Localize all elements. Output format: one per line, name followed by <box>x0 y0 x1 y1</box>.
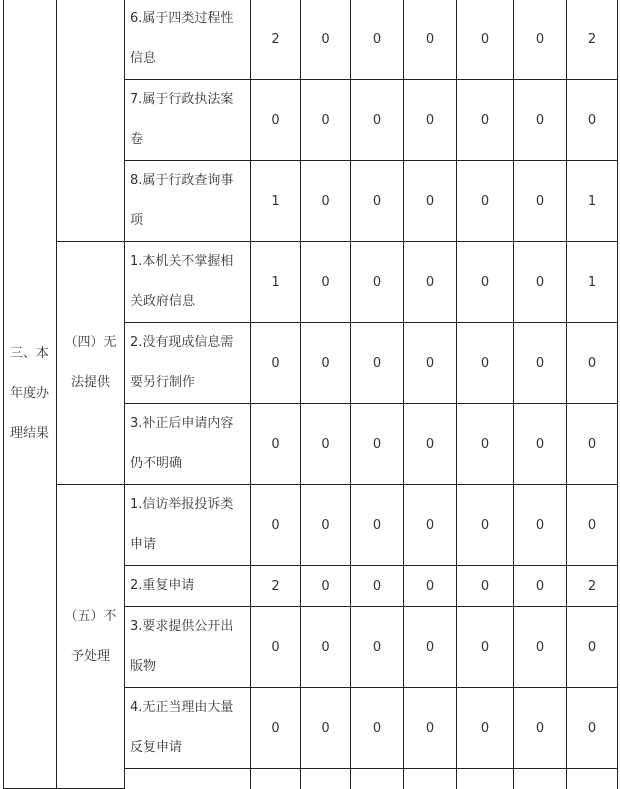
value-cell: 0 <box>514 80 567 161</box>
value-cell: 0 <box>404 80 457 161</box>
truncated-row-cell <box>301 769 351 789</box>
value-cell: 0 <box>514 688 567 769</box>
item-label: 3.补正后申请内容仍不明确 <box>125 404 251 485</box>
value-cell: 0 <box>404 566 457 607</box>
value-cell: 2 <box>567 566 618 607</box>
value-cell: 0 <box>404 242 457 323</box>
item-label: 4.无正当理由大量反复申请 <box>125 688 251 769</box>
value-cell: 0 <box>301 161 351 242</box>
value-cell: 0 <box>514 566 567 607</box>
value-cell: 2 <box>251 0 301 80</box>
value-cell: 0 <box>251 485 301 566</box>
value-cell: 1 <box>567 161 618 242</box>
item-label: 2.没有现成信息需要另行制作 <box>125 323 251 404</box>
item-label: 6.属于四类过程性信息 <box>125 0 251 80</box>
value-cell: 0 <box>567 323 618 404</box>
group-label: （五）不予处理 <box>57 485 125 789</box>
value-cell: 0 <box>404 688 457 769</box>
item-label: 8.属于行政查询事项 <box>125 161 251 242</box>
section-label: 三、本年度办理结果 <box>4 0 57 789</box>
value-cell: 0 <box>457 323 514 404</box>
truncated-row-cell <box>457 769 514 789</box>
value-cell: 0 <box>351 607 404 688</box>
value-cell: 0 <box>567 80 618 161</box>
value-cell: 0 <box>351 80 404 161</box>
value-cell: 0 <box>301 404 351 485</box>
value-cell: 0 <box>301 323 351 404</box>
value-cell: 0 <box>567 688 618 769</box>
value-cell: 0 <box>301 485 351 566</box>
value-cell: 0 <box>404 161 457 242</box>
truncated-row-cell <box>351 769 404 789</box>
value-cell: 0 <box>514 0 567 80</box>
value-cell: 0 <box>404 404 457 485</box>
truncated-row-cell <box>125 769 251 789</box>
value-cell: 0 <box>457 566 514 607</box>
value-cell: 0 <box>301 607 351 688</box>
value-cell: 0 <box>514 485 567 566</box>
item-label: 7.属于行政执法案卷 <box>125 80 251 161</box>
value-cell: 0 <box>567 485 618 566</box>
value-cell: 0 <box>351 161 404 242</box>
truncated-row-cell <box>404 769 457 789</box>
value-cell: 2 <box>251 566 301 607</box>
value-cell: 0 <box>351 0 404 80</box>
value-cell: 0 <box>457 688 514 769</box>
truncated-row-cell <box>251 769 301 789</box>
group-label <box>57 0 125 242</box>
value-cell: 0 <box>301 0 351 80</box>
value-cell: 0 <box>351 242 404 323</box>
value-cell: 0 <box>251 323 301 404</box>
value-cell: 0 <box>301 242 351 323</box>
value-cell: 0 <box>351 323 404 404</box>
value-cell: 0 <box>404 485 457 566</box>
value-cell: 1 <box>567 242 618 323</box>
value-cell: 0 <box>457 607 514 688</box>
results-table <box>3 0 618 789</box>
value-cell: 2 <box>567 0 618 80</box>
value-cell: 0 <box>251 607 301 688</box>
value-cell: 0 <box>567 607 618 688</box>
value-cell: 0 <box>457 80 514 161</box>
value-cell: 0 <box>351 404 404 485</box>
value-cell: 0 <box>457 242 514 323</box>
value-cell: 0 <box>301 80 351 161</box>
value-cell: 0 <box>457 485 514 566</box>
value-cell: 0 <box>351 688 404 769</box>
value-cell: 0 <box>514 607 567 688</box>
value-cell: 0 <box>251 80 301 161</box>
value-cell: 0 <box>457 404 514 485</box>
value-cell: 0 <box>251 404 301 485</box>
value-cell: 1 <box>251 242 301 323</box>
value-cell: 0 <box>514 161 567 242</box>
value-cell: 0 <box>457 161 514 242</box>
value-cell: 0 <box>351 566 404 607</box>
value-cell: 1 <box>251 161 301 242</box>
truncated-row-cell <box>567 769 618 789</box>
value-cell: 0 <box>514 242 567 323</box>
item-label: 3.要求提供公开出版物 <box>125 607 251 688</box>
item-label: 2.重复申请 <box>125 566 251 607</box>
value-cell: 0 <box>404 0 457 80</box>
value-cell: 0 <box>351 485 404 566</box>
value-cell: 0 <box>301 566 351 607</box>
group-label: （四）无法提供 <box>57 242 125 485</box>
item-label: 1.信访举报投诉类申请 <box>125 485 251 566</box>
value-cell: 0 <box>457 0 514 80</box>
value-cell: 0 <box>567 404 618 485</box>
value-cell: 0 <box>514 404 567 485</box>
value-cell: 0 <box>301 688 351 769</box>
item-label: 1.本机关不掌握相关政府信息 <box>125 242 251 323</box>
value-cell: 0 <box>251 688 301 769</box>
value-cell: 0 <box>404 323 457 404</box>
value-cell: 0 <box>514 323 567 404</box>
truncated-row-cell <box>514 769 567 789</box>
value-cell: 0 <box>404 607 457 688</box>
